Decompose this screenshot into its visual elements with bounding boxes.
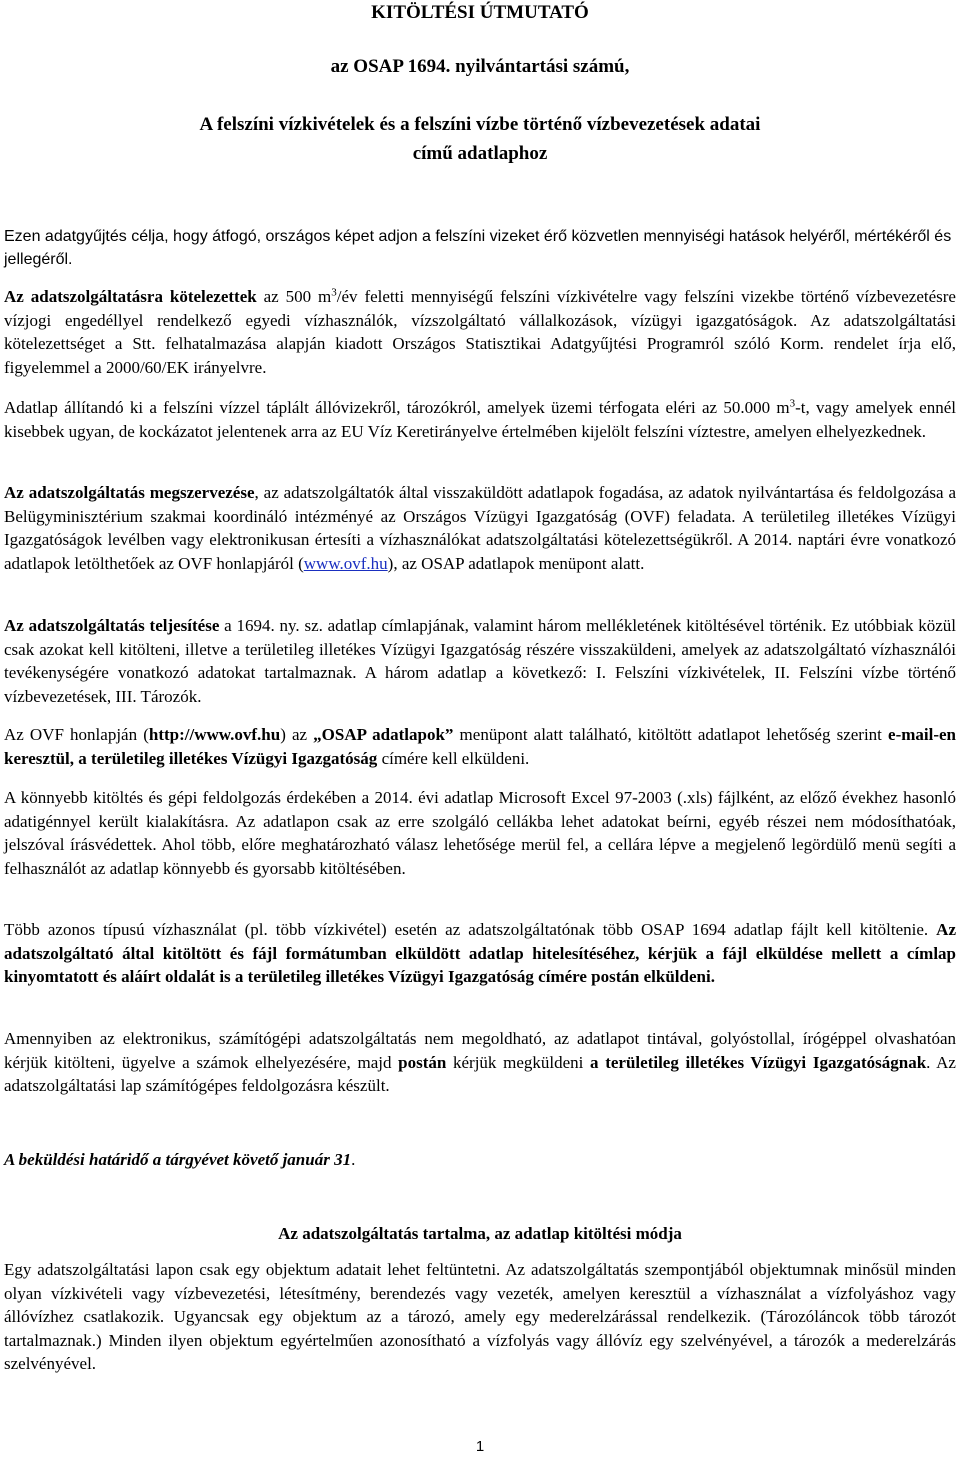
obligated-parties-lead: Az adatszolgáltatásra kötelezettek	[4, 287, 257, 306]
p9-text-1: Amennyiben az elektronikus, számítógépi adatszolgáltatás nem megoldható, az adatlapot tintával, golyóstollal, írógéppel olvashatóan kérjük kitölteni, ügyelve a számok elhelyezésére, majd	[4, 1029, 956, 1072]
multiple-use-paragraph	[4, 918, 956, 989]
deadline-period: .	[351, 1150, 356, 1169]
heading-line-1: A felszíni vízkivételek és a felszíni vízbe történő vízbevezetések adatai	[199, 114, 761, 135]
p4-text-1: , az adatszolgáltatók által visszaküldött adatlapok fogadása, az adatok nyilvántartása és feldolgozása a Belügyminisztérium szakmai koordináló intézményé az Országos Vízügyi Igazgatóság (OVF) feladata. A területileg illetékes Vízügyi Igazgatóságok levélben vagy elektronikusan értesíti a vízhasználókat adatszolgáltatási kötelezettségükről. A 2014. naptári évre vonatkozó adatlapok letölthetőek az OVF honlapjáról (	[4, 483, 956, 573]
post-word: postán	[398, 1052, 447, 1072]
fulfillment-paragraph	[4, 614, 956, 708]
obligated-parties-paragraph	[4, 285, 956, 379]
p2-text-2: /év feletti mennyiségű felszíni vízkivételre vagy felszíni vizekbe történő vízbevezetésre vízjogi engedéllyel rendelkező egyedi vízhasználók, vízszolgáltató vállalkozások, vízügyi igazgatóságok. Az adatszolgáltatási kötelezettséget a Stt. felhatalmazása alapján kiadott Országos Statisztikai Adatgyűjtési Programról szóló Korm. rendelet írja elő, figyelemmel a 2000/60/EK irányelvre.	[4, 287, 956, 377]
deadline-text: A beküldési határidő a tárgyévet követő január 31	[4, 1150, 352, 1169]
ovf-website-link[interactable]: www.ovf.hu	[303, 553, 388, 573]
heading-line-2: című adatlaphoz	[412, 143, 548, 164]
submission-paragraph	[4, 723, 956, 770]
p3-superscript: 3	[789, 397, 796, 410]
page-number: 1	[475, 1438, 485, 1455]
p6-text-3: menüpont alatt található, kitöltött adatlapot lehetőség szerint	[453, 725, 889, 744]
p3-text-2: -t, vagy amelyek ennél kisebbek ugyan, de kockázatot jelentenek arra az EU Víz Keretirányelve értelmében kijelölt felszíni víztestre, amelyen elhelyezkednek.	[4, 398, 956, 441]
p2-text-1: az 500 m	[256, 287, 332, 306]
ovf-url: http://www.ovf.hu	[148, 725, 281, 744]
paper-submission-paragraph	[4, 1027, 956, 1098]
p3-text-1: Adatlap állítandó ki a felszíni vízzel táplált állóvizekről, tározókról, amelyek üzemi térfogata eléri az 50.000 m	[4, 398, 790, 417]
fulfillment-lead: Az adatszolgáltatás teljesítése	[4, 616, 220, 635]
document-title: KITÖLTÉSI ÚTMUTATÓ	[371, 2, 589, 23]
section-heading: Az adatszolgáltatás tartalma, az adatlap kitöltési módja	[278, 1224, 682, 1243]
organization-paragraph	[4, 481, 956, 575]
p6-text-1: Az OVF honlapján (	[4, 725, 149, 744]
p4-text-2: ), az OSAP adatlapok menüpont alatt.	[387, 553, 645, 573]
organization-lead: Az adatszolgáltatás megszervezése	[4, 483, 255, 502]
deadline-note	[4, 1150, 355, 1170]
regional-directorate: a területileg illetékes Vízügyi Igazgatóságnak	[590, 1052, 927, 1072]
p6-text-2: ) az	[280, 725, 314, 744]
purpose-paragraph: Ezen adatgyűjtés célja, hogy átfogó, országos képet adjon a felszíni vizeket érő közvetlen mennyiségi hatások helyéről, mértékéről és jellegéről.	[4, 228, 952, 268]
authentication-instruction: Az adatszolgáltató által kitöltött és fájl formátumban elküldött adatlap hitelesítéséhez, kérjük a fájl elküldése mellett a címlap kinyomtatott és aláírt oldalát is a területileg illetékes Vízügyi Igazgatóság címére postán elküldeni.	[4, 920, 956, 987]
p8-text: Több azonos típusú vízhasználat (pl. több vízkivétel) esetén az adatszolgáltatónak több OSAP 1694 adatlap fájlt kell kitöltenie.	[4, 920, 937, 939]
document-subtitle: az OSAP 1694. nyilvántartási számú,	[330, 56, 630, 77]
p5-text: a 1694. ny. sz. adatlap címlapjának, valamint három mellékletének kitöltésével történik. Ez utóbbiak közül csak azokat kell kitölteni, illetve a területileg illetékes Vízügyi Igazgatóság részére visszaküldeni, amelyek az adatszolgáltató vízhasználói tevékenységére vonatkozó adatokat tartalmaznak. A három adatlap a következő: I. Felszíni vízkivételek, II. Felszíni vízbe történő vízbevezetések, III. Tározók.	[4, 616, 956, 706]
object-definition-paragraph: Egy adatszolgáltatási lapon csak egy objektum adatait lehet feltüntetni. Az adatszolgáltatás szempontjából objektumnak minősül minden olyan vízkivételi vagy vízbevezetési, létesítmény, berendezés vagy vezeték, amelyen keresztül a vízhasználat a vízfolyáshoz vagy állóvízhez csatlakozik. Ugyancsak egy objektum az a tározó, amely egy mederelzárással rendelkezik. (Tározóláncok több tározót tartalmaznak.) Minden ilyen objektum egyértelműen azonosítható a vízfolyás vagy állóvíz egy szelvényével, a tározók a mederelzárás szelvényével.	[4, 1260, 956, 1374]
excel-paragraph: A könnyebb kitöltés és gépi feldolgozás érdekében a 2014. évi adatlap Microsoft Excel 97-2003 (.xls) fájlként, az előző évekhez hasonló adatigénnyel került kialakításra. Az adatlapon csak az erre szolgáló cellákba lehet adatokat beírni, egyéb részei nem módosíthatóak, jelszóval írásvédettek. Ahol több, előre meghatározható válasz lehetősége merül fel, a cellára lépve a megjelenő legördülő menü segíti a felhasználót az adatlap könnyebb és gyorsabb kitöltésében.	[4, 788, 956, 878]
p6-text-4: címére kell elküldeni.	[377, 748, 530, 768]
document-heading	[0, 110, 960, 168]
p9-text-3: . Az adatszolgáltatási lap számítógépes feldolgozásra készült.	[4, 1052, 956, 1096]
reservoir-paragraph	[4, 396, 956, 443]
email-instruction: e-mail-en keresztül, a területileg illetékes Vízügyi Igazgatóság	[4, 725, 957, 768]
p2-superscript: 3	[331, 286, 337, 299]
osap-menu-label: „OSAP adatlapok”	[313, 725, 454, 744]
p9-text-2: kérjük megküldeni	[446, 1052, 591, 1072]
